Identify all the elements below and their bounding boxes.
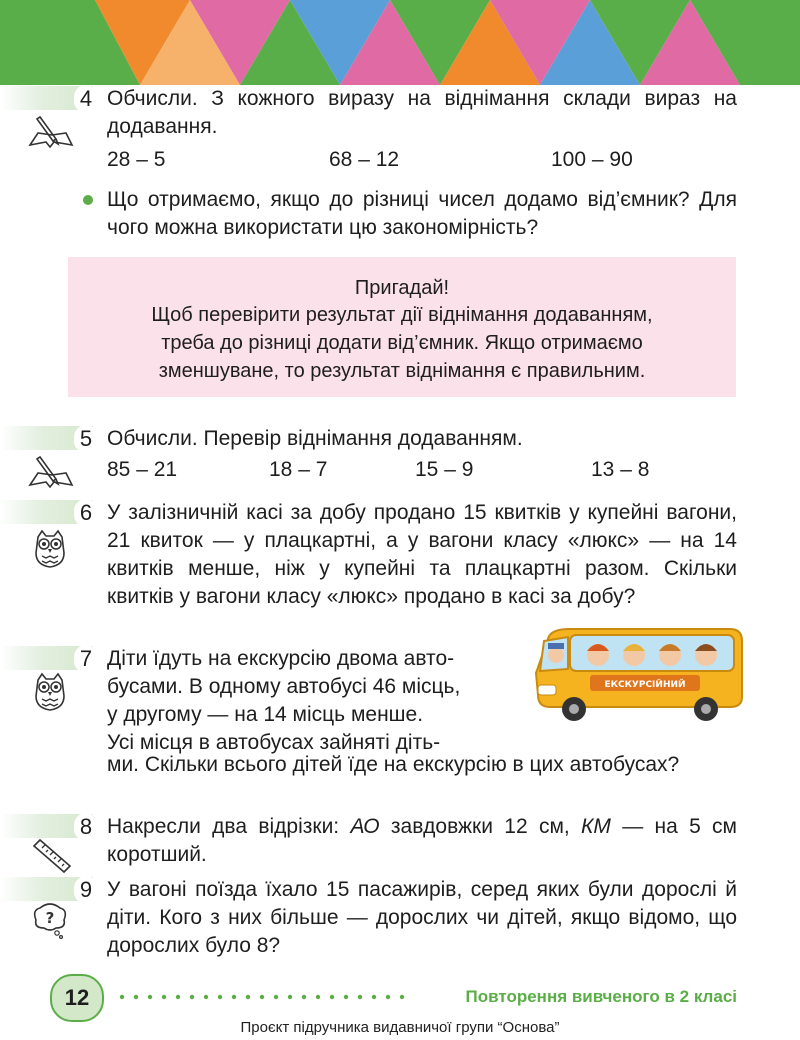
expression: 18 – 7: [269, 458, 328, 481]
expression: 15 – 9: [415, 458, 474, 481]
task-9: [0, 876, 800, 966]
task-number: 5: [74, 425, 98, 453]
decorative-banner: [0, 0, 800, 85]
pencil-book-icon: [26, 111, 76, 151]
page-number: 12: [50, 974, 104, 1022]
task-text: [107, 813, 737, 869]
task-text-part: Накресли два відрізки:: [107, 815, 351, 838]
reminder-box: [68, 257, 736, 397]
task-text: У залізничній касі за добу продано 15 квитків у купейні вагони, 21 квиток — у плацкартні, а у вагони класу «люкс» — на 14 квитків менше, ніж у купейні та плацкартні разом. Скільки квитків у вагони класу «люкс» продано в касі за добу?: [107, 501, 737, 608]
reminder-text: [68, 301, 736, 385]
reminder-line: Щоб перевірити результат дії віднімання додаванням,: [151, 304, 653, 326]
task-number: 9: [74, 876, 98, 904]
task-number: 7: [74, 645, 98, 673]
section-title: Повторення вивченого в 2 класі: [465, 987, 737, 1006]
task-number: 4: [74, 85, 98, 113]
publisher-caption: Проєкт підручника видавничої групи “Основа”: [240, 1019, 560, 1036]
expression: 13 – 8: [591, 458, 650, 481]
task-number: 8: [74, 813, 98, 841]
pencil-book-icon: [26, 451, 76, 491]
task-8: [0, 813, 800, 873]
reminder-line: зменшуване, то результат віднімання є правильним.: [158, 360, 646, 382]
expression: 85 – 21: [107, 458, 178, 481]
owl-icon: [30, 527, 70, 571]
task-text: Обчисли. Перевір віднімання додаванням.: [107, 427, 523, 450]
school-bus-illustration: [530, 625, 745, 725]
task-text-continuation: ми. Скільки всього дітей їде на екскурсію в цих автобусах?: [107, 753, 680, 776]
task-text-line: у другому — на 14 місць менше.: [107, 703, 424, 726]
expression: 100 – 90: [551, 148, 633, 171]
reminder-title: Пригадай!: [354, 277, 450, 299]
dotted-divider: [118, 992, 408, 1002]
task-text-line: Діти їдуть на екскурсію двома авто-: [107, 647, 455, 670]
bus-sign-text: ЕКСКУРСІЙНИЙ: [604, 680, 686, 690]
question-bubble-icon: [30, 900, 70, 940]
task-text: У вагоні поїзда їхало 15 пасажирів, серед яких були дорослі й діти. Кого з них більше — дорослих чи дітей, якщо відомо, що дорослих було 8?: [107, 878, 737, 957]
segment-label-km: КМ: [581, 815, 611, 838]
task-text-line: бусами. В одному автобусі 46 місць,: [107, 675, 461, 698]
bullet-question: Що отримаємо, якщо до різниці чисел додамо від’ємник? Для чого можна використати цю закономірність?: [107, 188, 737, 239]
task-text-part: — на 5 см коротший.: [107, 815, 737, 866]
segment-label-ao: АО: [350, 815, 380, 838]
task-number: 6: [74, 499, 98, 527]
task-text: [107, 645, 517, 757]
task-5: [0, 425, 800, 495]
task-6: [0, 499, 800, 639]
task-text-line: Усі місця в автобусах зайняті діть-: [107, 731, 441, 754]
bullet-dot: [83, 195, 93, 205]
reminder-line: треба до різниці додати від’ємник. Якщо отримаємо: [161, 332, 643, 354]
expression: 68 – 12: [329, 148, 400, 171]
task-text: Обчисли. З кожного виразу на віднімання склади вираз на додавання.: [107, 87, 737, 138]
expression: 28 – 5: [107, 148, 166, 171]
ruler-icon: [30, 838, 74, 874]
svg-text:?: ?: [45, 909, 55, 927]
task-text-part: завдовжки 12 см,: [379, 815, 582, 838]
owl-icon: [30, 670, 70, 714]
